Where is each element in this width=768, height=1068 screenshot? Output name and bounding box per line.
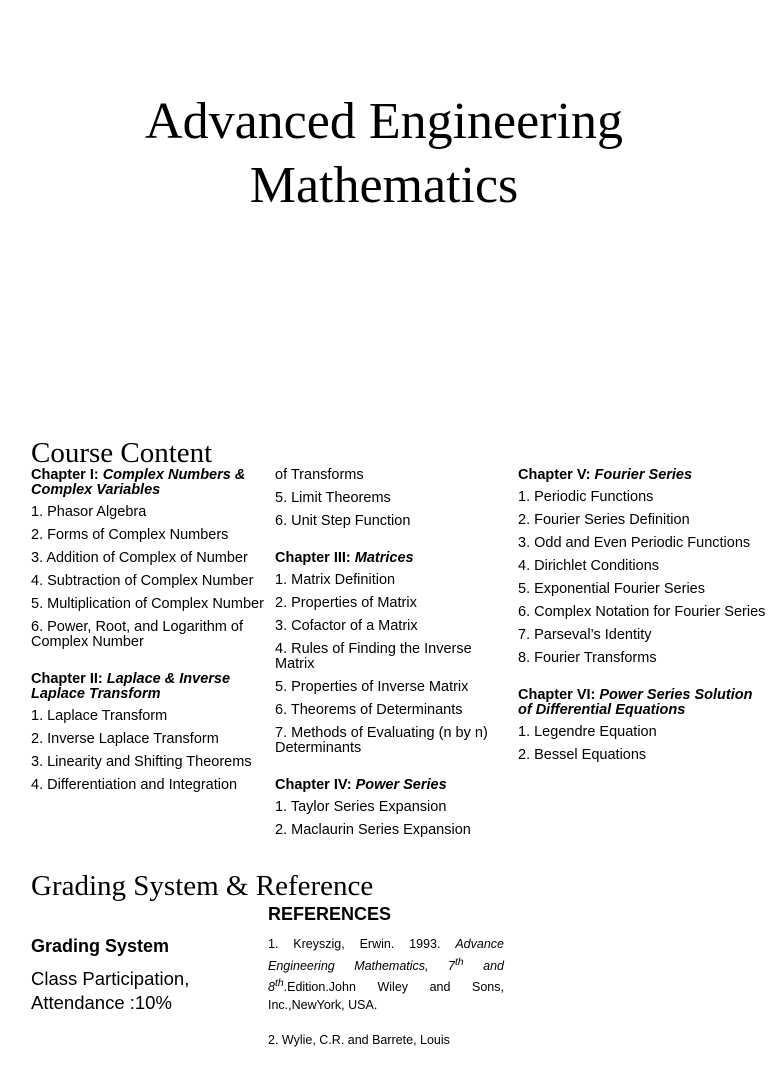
reference-1-and: and	[483, 958, 504, 973]
list-item: 2. Fourier Series Definition	[518, 512, 690, 528]
list-item: 1. Legendre Equation	[518, 724, 657, 740]
list-item: 2. Properties of Matrix	[275, 595, 417, 611]
chapter-2-list	[31, 709, 276, 793]
chapter-3-list	[275, 573, 515, 756]
grading-system-heading: Grading System	[31, 936, 170, 956]
list-item: 3. Odd and Even Periodic Functions	[518, 535, 751, 551]
chapter-1-heading	[31, 468, 276, 498]
chapter-3-heading	[275, 551, 515, 566]
list-item: 2. Bessel Equations	[518, 747, 647, 763]
reference-1-title: Advance Engineering Mathematics, 7	[268, 937, 504, 973]
chapter-label: Chapter I:	[31, 467, 99, 483]
list-item: 4. Rules of Finding the Inverse Matrix	[275, 641, 472, 672]
chapter-6-heading	[518, 688, 766, 718]
superscript: th	[274, 978, 284, 990]
chapter-title: Power Series	[355, 777, 447, 793]
chapter-2-list-continued	[275, 491, 515, 529]
list-item: 3. Cofactor of a Matrix	[275, 618, 418, 634]
list-item: 4. Dirichlet Conditions	[518, 558, 660, 574]
chapter-5-heading	[518, 468, 766, 483]
reference-1	[268, 936, 504, 1014]
chapter-4-list	[275, 800, 515, 838]
reference-1-publisher: .Edition.John Wiley and Sons, Inc.,NewYork, USA.	[268, 980, 504, 1012]
chapter-1-list	[31, 505, 276, 650]
list-item: 8. Fourier Transforms	[518, 650, 657, 666]
reference-2: 2. Wylie, C.R. and Barrete, Louis	[268, 1033, 450, 1048]
list-item: 5. Exponential Fourier Series	[518, 581, 705, 597]
list-item: 6. Complex Notation for Fourier Series	[518, 604, 766, 620]
list-item: 4. Subtraction of Complex Number	[31, 573, 254, 589]
list-item: 2. Maclaurin Series Expansion	[275, 822, 471, 838]
list-item: 1. Taylor Series Expansion	[275, 799, 447, 815]
reference-1-author: 1. Kreyszig, Erwin. 1993.	[268, 937, 441, 951]
list-item: 3. Addition of Complex of Number	[31, 550, 248, 566]
chapter-6-list	[518, 725, 766, 763]
chapter-label: Chapter VI:	[518, 687, 596, 703]
references-list	[268, 936, 504, 1068]
chapter-4-heading	[275, 778, 515, 793]
chapter-5-list	[518, 490, 766, 666]
list-item: 1. Matrix Definition	[275, 572, 396, 588]
list-item: 5. Properties of Inverse Matrix	[275, 679, 469, 695]
title-line-1: Advanced Engineering	[145, 93, 623, 150]
superscript: th	[454, 956, 464, 968]
chapter-label: Chapter V:	[518, 467, 591, 483]
title-line-2: Mathematics	[249, 157, 519, 214]
list-item: 7. Methods of Evaluating (n by n) Determinants	[275, 725, 488, 756]
course-content-heading: Course Content	[31, 437, 213, 469]
content-column-3	[518, 468, 766, 771]
list-item: 2. Forms of Complex Numbers	[31, 527, 229, 543]
references-heading: REFERENCES	[268, 904, 392, 924]
chapter-title: Laplace & Inverse Laplace Transform	[31, 671, 231, 702]
list-item: 2. Inverse Laplace Transform	[31, 731, 219, 747]
chapter-title: Fourier Series	[594, 467, 693, 483]
grading-item: Class Participation, Attendance :10%	[31, 968, 190, 1013]
list-item: 4. Differentiation and Integration	[31, 777, 238, 793]
list-item: 5. Multiplication of Complex Number	[31, 596, 264, 612]
list-item: 1. Laplace Transform	[31, 708, 168, 724]
list-item: 6. Power, Root, and Logarithm of Complex Number	[31, 619, 243, 650]
content-column-1	[31, 468, 276, 801]
list-item: 3. Linearity and Shifting Theorems	[31, 754, 252, 770]
list-item: 7. Parseval’s Identity	[518, 627, 652, 643]
chapter-2-heading	[31, 672, 276, 702]
reference-1-edition	[268, 980, 504, 1012]
chapter-title: Power Series Solution of Differential Equations	[518, 687, 753, 718]
page-title	[0, 90, 768, 218]
grading-reference-heading: Grading System & Reference	[31, 870, 374, 902]
chapter-title: Matrices	[354, 550, 414, 566]
chapter-label: Chapter III:	[275, 550, 351, 566]
edition-number: 8	[268, 980, 275, 995]
list-item: 6. Theorems of Determinants	[275, 702, 463, 718]
list-item-continuation: of Transforms	[275, 467, 364, 483]
chapter-label: Chapter II:	[31, 671, 103, 687]
chapter-title: Complex Numbers & Complex Variables	[31, 467, 246, 498]
list-item: 5. Limit Theorems	[275, 490, 391, 506]
list-item: 1. Phasor Algebra	[31, 504, 147, 520]
list-item: 1. Periodic Functions	[518, 489, 654, 505]
list-item: 6. Unit Step Function	[275, 513, 411, 529]
content-column-2	[275, 468, 515, 846]
chapter-label: Chapter IV:	[275, 777, 352, 793]
